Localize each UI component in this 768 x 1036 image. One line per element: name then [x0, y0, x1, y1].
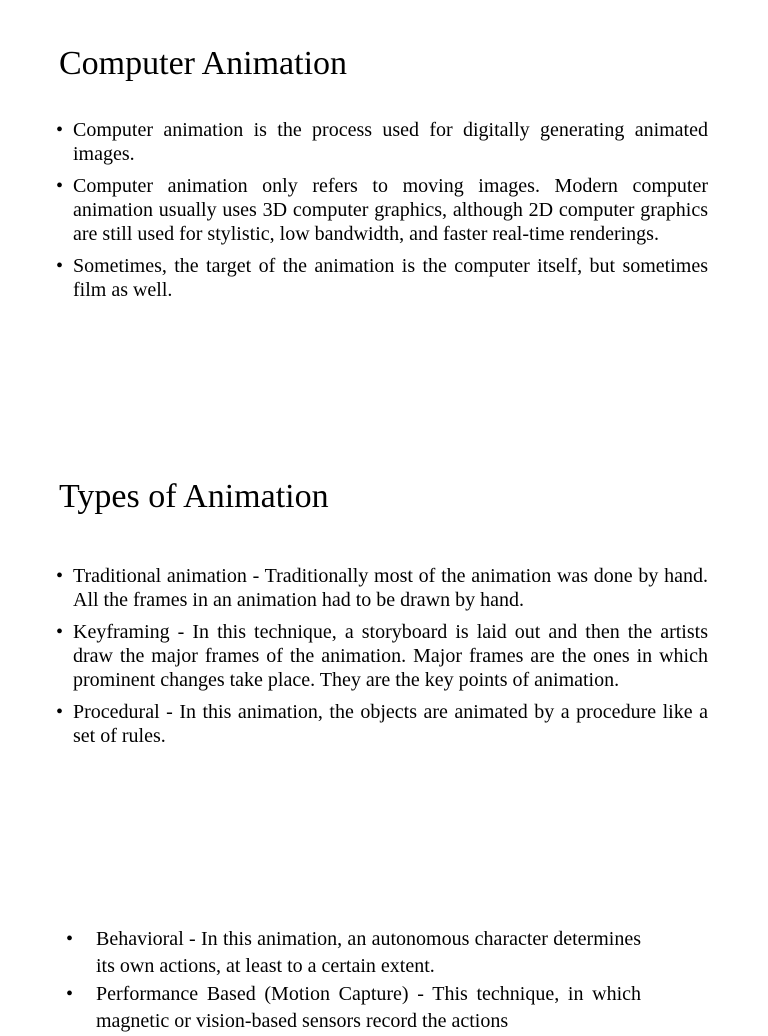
bullet-dot: • [66, 983, 74, 1005]
bullet-item [56, 174, 708, 246]
bullet-text: Sometimes, the target of the animation is the computer itself, but sometimes film as well. [73, 255, 708, 301]
bullet-dot: • [56, 175, 64, 197]
bullet-dot: • [56, 565, 64, 587]
bullet-item [56, 254, 708, 302]
bullet-dot: • [56, 701, 64, 723]
bullet-item [56, 564, 708, 612]
bullet-item [56, 700, 708, 748]
bullet-text: Computer animation only refers to moving images. Modern computer animation usually uses 3D computer graphics, although 2D computer graphics are still used for stylistic, low bandwidth, and faster real-time renderings. [73, 175, 708, 245]
bullet-text: Traditional animation - Traditionally most of the animation was done by hand. All the frames in an animation had to be drawn by hand. [73, 565, 708, 611]
bullet-text: Keyframing - In this technique, a storyboard is laid out and then the artists draw the major frames of the animation. Major frames are the ones in which prominent changes take place. They are the key points of animation. [73, 621, 708, 691]
types-of-animation-bullet-list [56, 564, 708, 756]
section-title-types-of-animation: Types of Animation [59, 478, 329, 515]
bullet-item [66, 926, 641, 980]
bullet-dot: • [56, 255, 64, 277]
bullet-text: Behavioral - In this animation, an autonomous character determines its own actions, at least to a certain extent. [96, 928, 641, 977]
bullet-dot: • [56, 621, 64, 643]
computer-animation-bullet-list [56, 118, 708, 310]
page-title-computer-animation: Computer Animation [59, 45, 348, 82]
bullet-item [56, 118, 708, 166]
bullet-dot: • [56, 119, 64, 141]
more-animation-types-bullet-list [66, 926, 641, 1036]
bullet-text: Computer animation is the process used for digitally generating animated images. [73, 119, 708, 165]
bullet-item [56, 620, 708, 692]
bullet-dot: • [66, 928, 74, 950]
bullet-text: Performance Based (Motion Capture) - This technique, in which magnetic or vision-based sensors record the actions [96, 983, 641, 1032]
bullet-text: Procedural - In this animation, the objects are animated by a procedure like a set of rules. [73, 701, 708, 747]
bullet-item [66, 981, 641, 1035]
